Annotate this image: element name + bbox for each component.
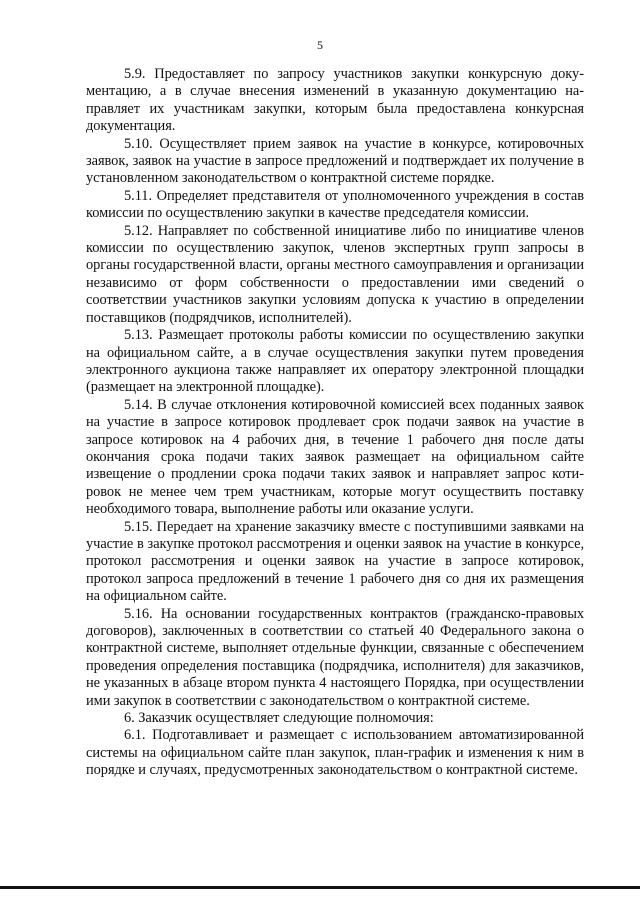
paragraph-5-15: 5.15. Передает на хранение заказчику вместе с поступившими заявками на участие в закупке протокол рассмотрения и оценки заявок на участие в конкурсе, протокол рассмотрения и оценки заявок на участие в запросе котировок, протокол запроса предложений в течение 1 рабочего дня со дня их размещения на официальном сайте. xyxy=(86,518,584,605)
paragraph-5-10: 5.10. Осуществляет прием заявок на участие в конкурсе, котировочных заявок, заявок на участие в запросе предложений и подтверждает их получение в установленном законодательством о контрактной системе порядке. xyxy=(86,135,584,187)
paragraph-5-14: 5.14. В случае отклонения котировочной комиссией всех поданных заявок на участие в запросе котировок продлевает срок подачи заявок на участие в запросе котировок на 4 рабочих дня, в течение 1 рабочего дня после даты окончания срока подачи таких заявок размещает на официальном сайте извещение о продлении срока подачи таких заявок и направляет запрос котировок не менее чем трем участникам, которые могут осуществить поставку необходимого товара, выполнение работы или оказание услуги. xyxy=(86,396,584,518)
paragraph-5-9: 5.9. Предоставляет по запросу участников закупки конкурсную документацию, а в случае внесения изменений в указанную документацию направляет их участникам закупки, которым была предоставлена конкурсная документация. xyxy=(86,66,584,135)
paragraph-5-11: 5.11. Определяет представителя от уполномоченного учреждения в состав комиссии по осуществлению закупки в качестве председателя комиссии. xyxy=(86,187,584,222)
paragraph-6: 6. Заказчик осуществляет следующие полномочия: xyxy=(124,710,434,727)
bottom-scan-edge xyxy=(0,886,640,889)
paragraph-5-16: 5.16. На основании государственных контрактов (гражданско-правовых договоров), заключенных в соответствии со статьей 40 Федерального закона о контрактной системе, выполняет отдельные функции, связанные с обеспечением проведения определения поставщика (подрядчика, исполнителя) для заказчиков, не указанных в абзаце втором пункта 4 настоящего Порядка, при осуществлении ими закупок в соответствии с законодательством о контрактной системе. xyxy=(86,605,584,709)
paragraph-5-13: 5.13. Размещает протоколы работы комиссии по осуществлению закупки на официальном сайте, а в случае осуществления закупки путем проведения электронного аукциона также направляет их оператору электронной площадки (размещает на электронной площадке). xyxy=(86,327,584,396)
paragraph-6-1: 6.1. Подготавливает и размещает с использованием автоматизированной системы на официальном сайте план закупок, план-график и изменения к ним в порядке и случаях, предусмотренных законодательством о контрактной системе. xyxy=(86,727,584,779)
paragraph-5-12: 5.12. Направляет по собственной инициативе либо по инициативе членов комиссии по осуществлению закупок, членов экспертных групп запросы в органы государственной власти, органы местного самоуправления и организации независимо от форм собственности о предоставлении ими сведений о соответствии участников закупки условиям допуска к участию в определении поставщиков (подрядчиков, исполнителей). xyxy=(86,222,584,326)
document-body xyxy=(86,66,584,780)
page-number: 5 xyxy=(317,38,323,52)
